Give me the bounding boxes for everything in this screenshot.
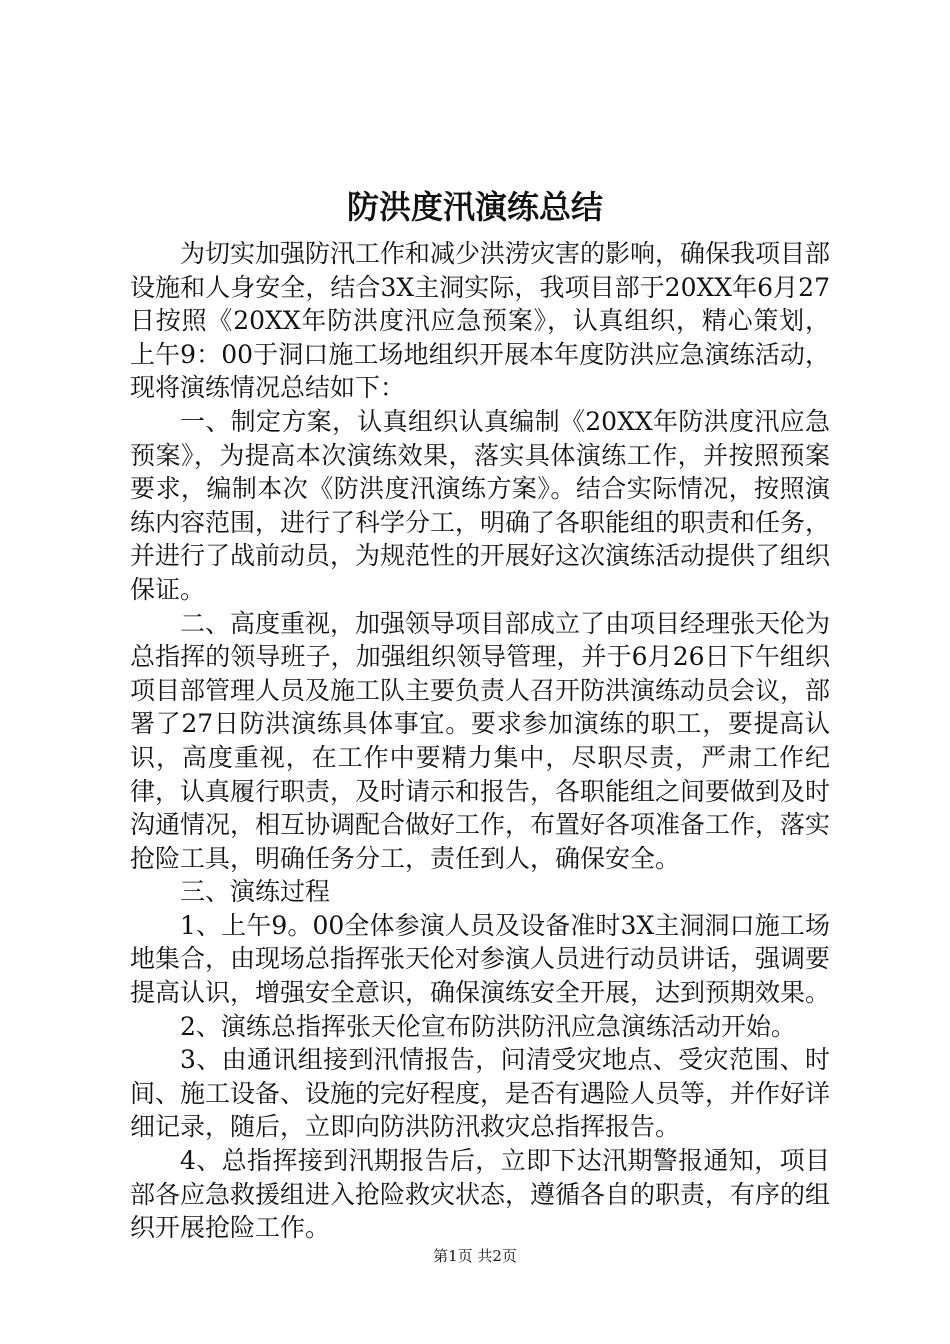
paragraph-section-1: 一、制定方案，认真组织认真编制《20XX年防洪度汛应急预案》，为提高本次演练效果，落实具体演练工作，并按照预案要求，编制本次《防洪度汛演练方案》。结合实际情况，按照演练内容范围，进行了科学分工，明确了各职能组的职责和任务，并进行了战前动员，为规范性的开展好这次演练活动提供了组织保证。 [130, 406, 831, 604]
paragraph-section-2: 二、高度重视，加强领导项目部成立了由项目经理张天伦为总指挥的领导班子，加强组织领导管理，并于6月26日下午组织项目部管理人员及施工队主要负责人召开防洪演练动员会议，部署了27日防洪演练具体事宜。要求参加演练的职工，要提高认识，高度重视，在工作中要精力集中，尽职尽责，严肃工作纪律，认真履行职责，及时请示和报告，各职能组之间要做到及时沟通情况，相互协调配合做好工作，布置好各项准备工作，落实抢险工具，明确任务分工，责任到人，确保安全。 [130, 608, 831, 873]
paragraph-section-3-heading: 三、演练过程 [180, 877, 331, 907]
paragraph-step-2: 2、演练总指挥张天伦宣布防洪防汛应急演练活动开始。 [180, 1011, 796, 1041]
paragraph-step-3: 3、由通讯组接到汛情报告，问清受灾地点、受灾范围、时间、施工设备、设施的完好程度，是否有遇险人员等，并作好详细记录，随后，立即向防洪防汛救灾总指挥报告。 [130, 1045, 831, 1142]
page-number-footer: 第1页 共2页 [433, 1247, 517, 1265]
document-body [130, 237, 830, 1245]
paragraph-step-4: 4、总指挥接到汛期报告后，立即下达汛期警报通知，项目部各应急救援组进入抢险救灾状态，遵循各自的职责，有序的组织开展抢险工作。 [130, 1146, 831, 1243]
paragraph-step-1: 1、上午9。00全体参演人员及设备准时3X主洞洞口施工场地集合，由现场总指挥张天伦对参演人员进行动员讲话，强调要提高认识，增强安全意识，确保演练安全开展，达到预期效果。 [130, 910, 831, 1008]
paragraph-intro: 为切实加强防汛工作和减少洪涝灾害的影响，确保我项目部设施和人身安全，结合3X主洞实际，我项目部于20XX年6月27日按照《20XX年防洪度汛应急预案》，认真组织，精心策划，上午9：00于洞口施工场地组织开展本年度防洪应急演练活动，现将演练情况总结如下： [130, 239, 831, 403]
document-title: 防洪度汛演练总结 [346, 188, 603, 226]
